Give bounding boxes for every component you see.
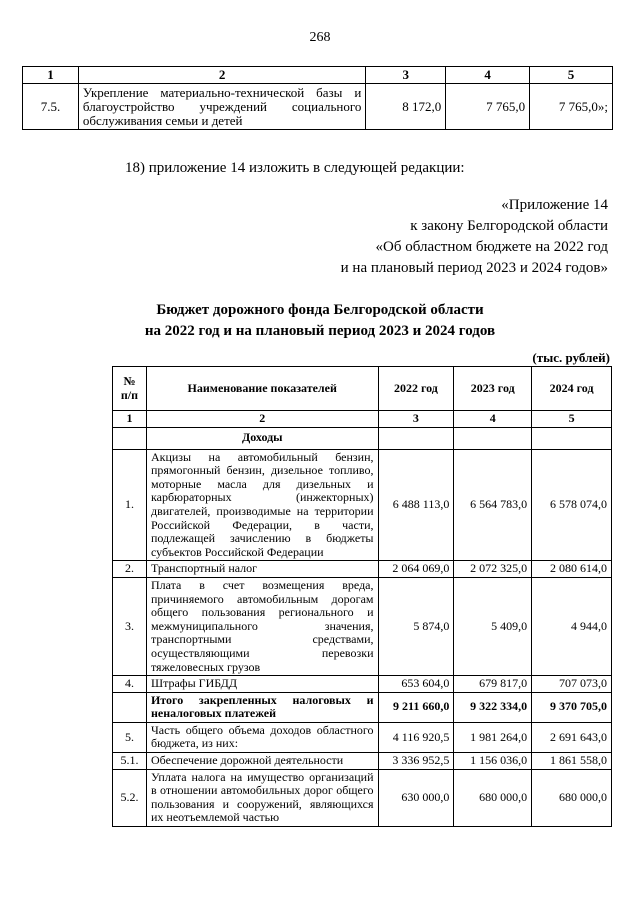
row-name: Часть общего объема доходов областного бюджета, из них: [146, 722, 378, 752]
header-2024: 2024 год [532, 367, 612, 411]
value-2024: 7 765,0»; [530, 84, 613, 130]
total-2022: 9 211 660,0 [378, 692, 454, 722]
total-name: Итого закрепленных налоговых и неналоговых платежей [146, 692, 378, 722]
value-2023: 1 156 036,0 [454, 753, 532, 770]
total-row [113, 692, 612, 722]
value-2023: 680 000,0 [454, 769, 532, 826]
row-name: Транспортный налог [146, 561, 378, 578]
value-2022: 4 116 920,5 [378, 722, 454, 752]
appendix-line: и на плановый период 2023 и 2024 годов» [340, 260, 608, 276]
value-2024: 1 861 558,0 [532, 753, 612, 770]
unit-label: (тыс. рублей) [532, 350, 610, 365]
column-number: 5 [530, 67, 613, 84]
appendix-heading [341, 195, 608, 279]
value-2024: 2 691 643,0 [532, 722, 612, 752]
row-number: 5.1. [113, 753, 147, 770]
row-name: Уплата налога на имущество организаций в отношении автомобильных дорог общего пользования и сооружений, являющихся их неотъемлемой частью [146, 769, 378, 826]
table-column-numbers [113, 411, 612, 428]
total-2024: 9 370 705,0 [532, 692, 612, 722]
title-line: Бюджет дорожного фонда Белгородской области [156, 302, 484, 318]
appendix-line: «Об областном бюджете на 2022 год [375, 239, 608, 255]
row-name: Плата в счет возмещения вреда, причиняемого автомобильным дорогам общего пользования регионального и межмуниципального значения, транспортными средствами, осуществляющими перевозки тяжеловесных грузов [146, 577, 378, 675]
column-number: 5 [532, 411, 612, 428]
value-2023: 679 817,0 [454, 676, 532, 693]
column-number: 4 [454, 411, 532, 428]
value-2024: 680 000,0 [532, 769, 612, 826]
table-row [113, 577, 612, 675]
total-2023: 9 322 334,0 [454, 692, 532, 722]
header-num: № п/п [113, 367, 147, 411]
continued-table [22, 66, 613, 130]
table-row [113, 722, 612, 752]
row-name: Акцизы на автомобильный бензин, прямогонный бензин, дизельное топливо, моторные масла для дизельных и карбюраторных (инжекторных) двигателей, производимые на территории Российской Федерации, в части, подлежащей зачислению в бюджеты субъектов Российской Федерации [146, 449, 378, 561]
header-2022: 2022 год [378, 367, 454, 411]
row-number: 3. [113, 577, 147, 675]
value-2024: 6 578 074,0 [532, 449, 612, 561]
value-2023: 5 409,0 [454, 577, 532, 675]
table-row [113, 676, 612, 693]
value-2024: 4 944,0 [532, 577, 612, 675]
table-row [113, 561, 612, 578]
road-fund-budget-table [112, 366, 612, 827]
value-2023: 7 765,0 [446, 84, 530, 130]
value-2022: 6 488 113,0 [378, 449, 454, 561]
row-name: Укрепление материально-технической базы и благоустройство учреждений социального обслуживания семьи и детей [78, 84, 365, 130]
column-number: 3 [366, 67, 446, 84]
row-number: 2. [113, 561, 147, 578]
column-number: 4 [446, 67, 530, 84]
row-number: 1. [113, 449, 147, 561]
section-row [113, 427, 612, 449]
header-2023: 2023 год [454, 367, 532, 411]
page-number: 268 [309, 30, 331, 45]
column-number: 1 [113, 411, 147, 428]
value-2023: 6 564 783,0 [454, 449, 532, 561]
row-number: 5. [113, 722, 147, 752]
row-number: 5.2. [113, 769, 147, 826]
appendix-line: к закону Белгородской области [410, 218, 608, 234]
appendix-line: «Приложение 14 [501, 197, 608, 213]
value-2022: 653 604,0 [378, 676, 454, 693]
value-2024: 2 080 614,0 [532, 561, 612, 578]
column-number: 2 [146, 411, 378, 428]
row-name: Обеспечение дорожной деятельности [146, 753, 378, 770]
table-header-row [113, 367, 612, 411]
table-row [113, 449, 612, 561]
value-2022: 630 000,0 [378, 769, 454, 826]
value-2023: 2 072 325,0 [454, 561, 532, 578]
amendment-instruction: 18) приложение 14 изложить в следующей редакции: [125, 160, 465, 176]
header-name: Наименование показателей [146, 367, 378, 411]
column-number: 3 [378, 411, 454, 428]
value-2024: 707 073,0 [532, 676, 612, 693]
table-row [113, 753, 612, 770]
column-number: 2 [78, 67, 365, 84]
table-row [23, 84, 613, 130]
title-line: на 2022 год и на плановый период 2023 и 2024 годов [144, 323, 496, 339]
row-name: Штрафы ГИБДД [146, 676, 378, 693]
column-number: 1 [23, 67, 79, 84]
row-number: 7.5. [23, 84, 79, 130]
value-2022: 3 336 952,5 [378, 753, 454, 770]
document-title [0, 300, 640, 342]
value-2022: 5 874,0 [378, 577, 454, 675]
value-2022: 2 064 069,0 [378, 561, 454, 578]
table-column-numbers [23, 67, 613, 84]
row-number: 4. [113, 676, 147, 693]
table-row [113, 769, 612, 826]
value-2022: 8 172,0 [366, 84, 446, 130]
value-2023: 1 981 264,0 [454, 722, 532, 752]
section-income-title: Доходы [146, 427, 378, 449]
